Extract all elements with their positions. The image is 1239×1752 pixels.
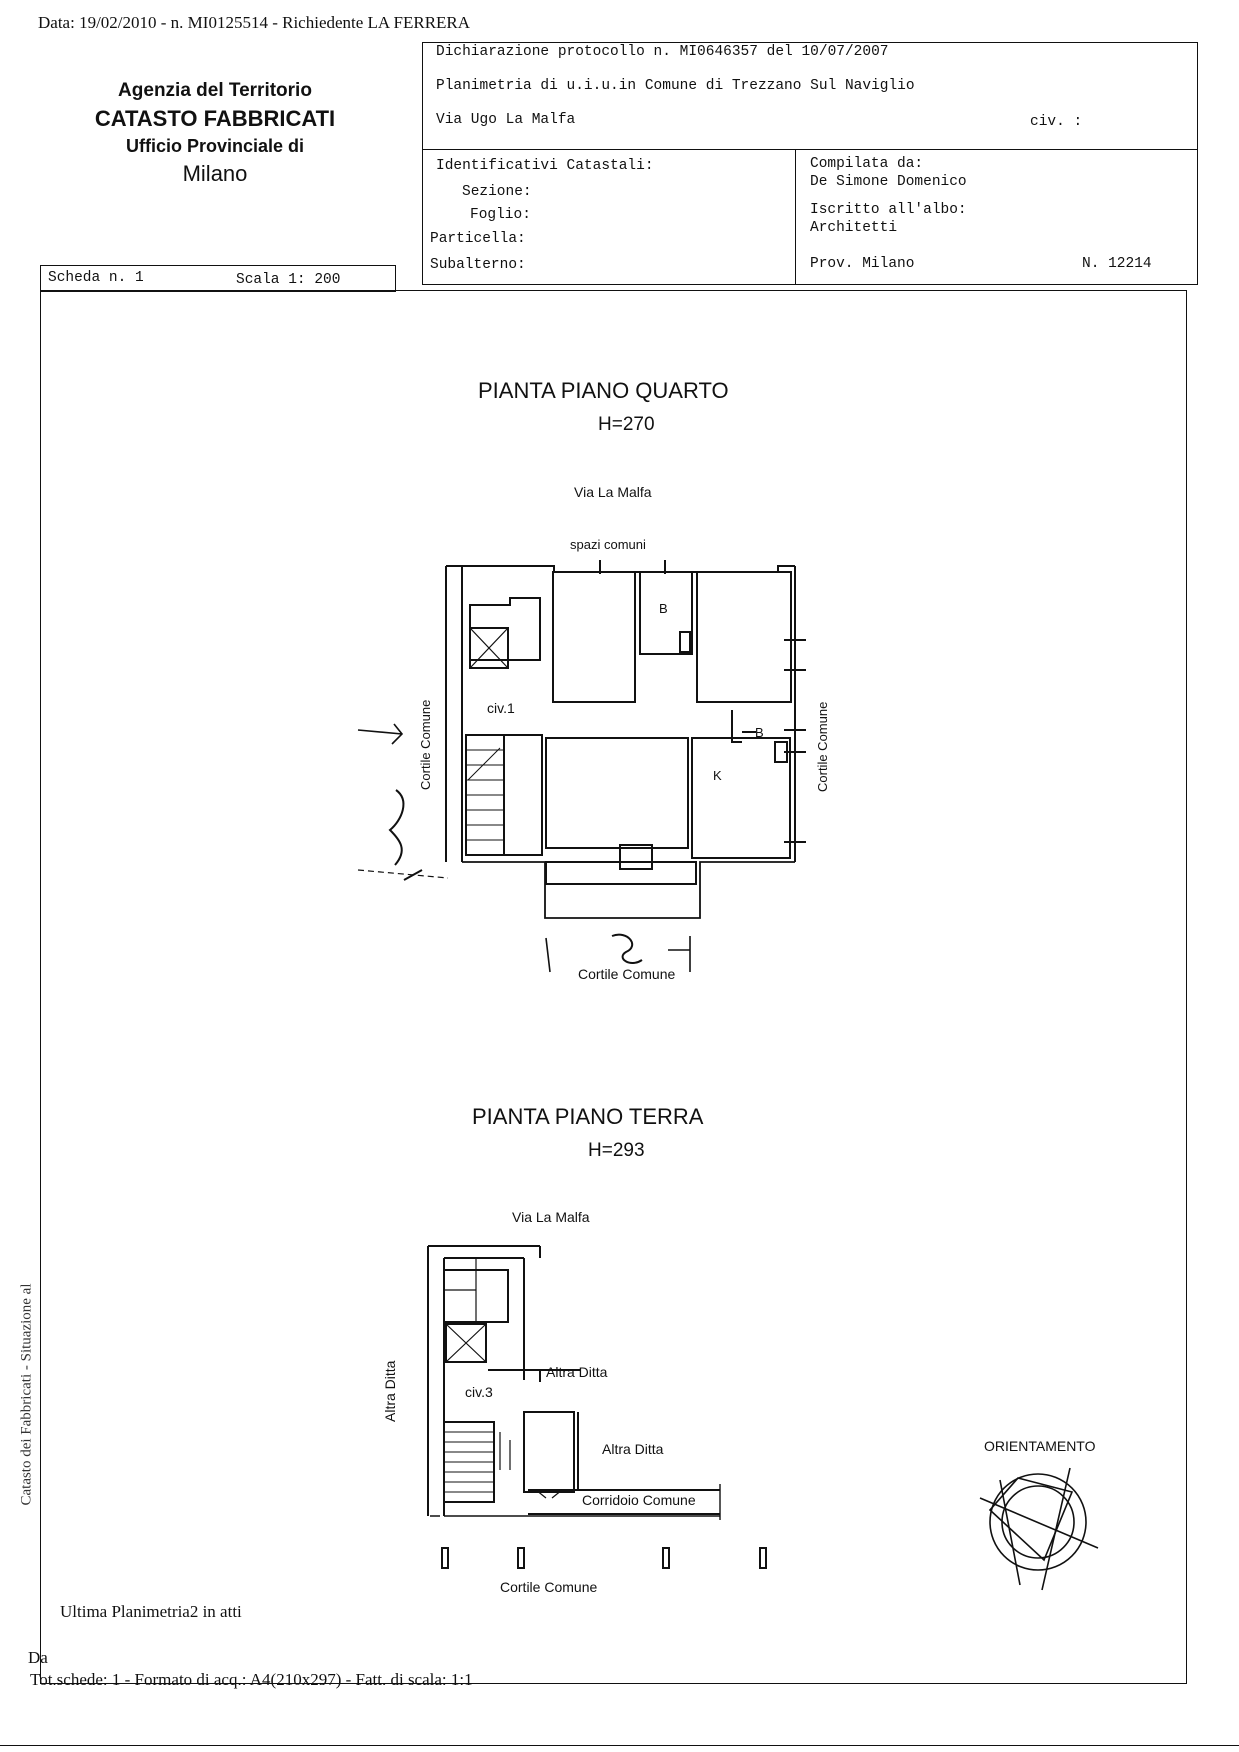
street-address: Via Ugo La Malfa xyxy=(436,112,576,128)
fourth-floor-street: Via La Malfa xyxy=(574,484,652,500)
sezione-label: Sezione: xyxy=(462,184,532,200)
courtyard-bottom-ground: Cortile Comune xyxy=(500,1579,598,1595)
orientation-label: ORIENTAMENTO xyxy=(984,1438,1096,1454)
compiler-province: Prov. Milano xyxy=(810,256,915,272)
kitchen-label: K xyxy=(713,768,722,783)
bottom-rule xyxy=(0,1745,1239,1746)
foglio-label: Foglio: xyxy=(470,207,531,223)
provincial-office: Ufficio Provinciale di xyxy=(125,136,305,156)
civic-number-ground: civ.3 xyxy=(465,1384,493,1400)
agency-name: Agenzia del Territorio xyxy=(118,80,312,101)
ground-floor-street: Via La Malfa xyxy=(512,1209,590,1225)
last-plan-note: Ultima Planimetria2 in atti xyxy=(60,1602,242,1621)
ground-floor-title: PIANTA PIANO TERRA xyxy=(472,1104,704,1129)
compiler-registration-number: N. 12214 xyxy=(1082,256,1152,272)
albo-value: Architetti xyxy=(810,220,898,236)
fourth-floor-title: PIANTA PIANO QUARTO xyxy=(478,378,729,403)
other-owner-left: Altra Ditta xyxy=(382,1360,398,1422)
request-info-line: Data: 19/02/2010 - n. MI0125514 - Richiedente LA FERRERA xyxy=(38,13,471,32)
compiler-label: Compilata da: xyxy=(810,156,924,172)
particella-label: Particella: xyxy=(430,231,526,247)
plan-municipality: Planimetria di u.i.u.in Comune di Trezzano Sul Naviglio xyxy=(436,78,915,94)
office-city: Milano xyxy=(182,161,248,186)
identifiers-title: Identificativi Catastali: xyxy=(436,158,654,174)
other-owner-2: Altra Ditta xyxy=(602,1441,664,1457)
bathroom-label-2: B xyxy=(755,725,764,740)
footer-totals: Tot.schede: 1 - Formato di acq.: A4(210x297) - Fatt. di scala: 1:1 xyxy=(30,1670,473,1689)
sheet-number: Scheda n. 1 xyxy=(48,270,144,286)
other-owner-1: Altra Ditta xyxy=(546,1364,608,1380)
declaration-number: Dichiarazione protocollo n. MI0646357 del 10/07/2007 xyxy=(436,44,889,60)
civic-number-label: civ. : xyxy=(1030,114,1083,130)
side-watermark: Catasto dei Fabbricati - Situazione al xyxy=(18,1283,35,1506)
catasto-title: CATASTO FABBRICATI xyxy=(94,106,336,131)
bathroom-label-1: B xyxy=(659,601,668,616)
ground-floor-height: H=293 xyxy=(588,1140,645,1161)
compiler-name: De Simone Domenico xyxy=(810,174,967,190)
subalterno-label: Subalterno: xyxy=(430,257,526,273)
fourth-floor-height: H=270 xyxy=(598,414,655,435)
courtyard-bottom-fourth: Cortile Comune xyxy=(578,966,676,982)
sheet-scale: Scala 1: 200 xyxy=(236,272,341,288)
courtyard-left-fourth: Cortile Comune xyxy=(418,699,433,790)
footer-da: Da xyxy=(28,1648,48,1667)
common-spaces-label: spazi comuni xyxy=(570,537,646,552)
courtyard-right-fourth: Cortile Comune xyxy=(815,701,830,792)
common-corridor: Corridoio Comune xyxy=(582,1492,696,1508)
civic-number-fourth: civ.1 xyxy=(487,700,515,716)
albo-label: Iscritto all'albo: xyxy=(810,202,967,218)
